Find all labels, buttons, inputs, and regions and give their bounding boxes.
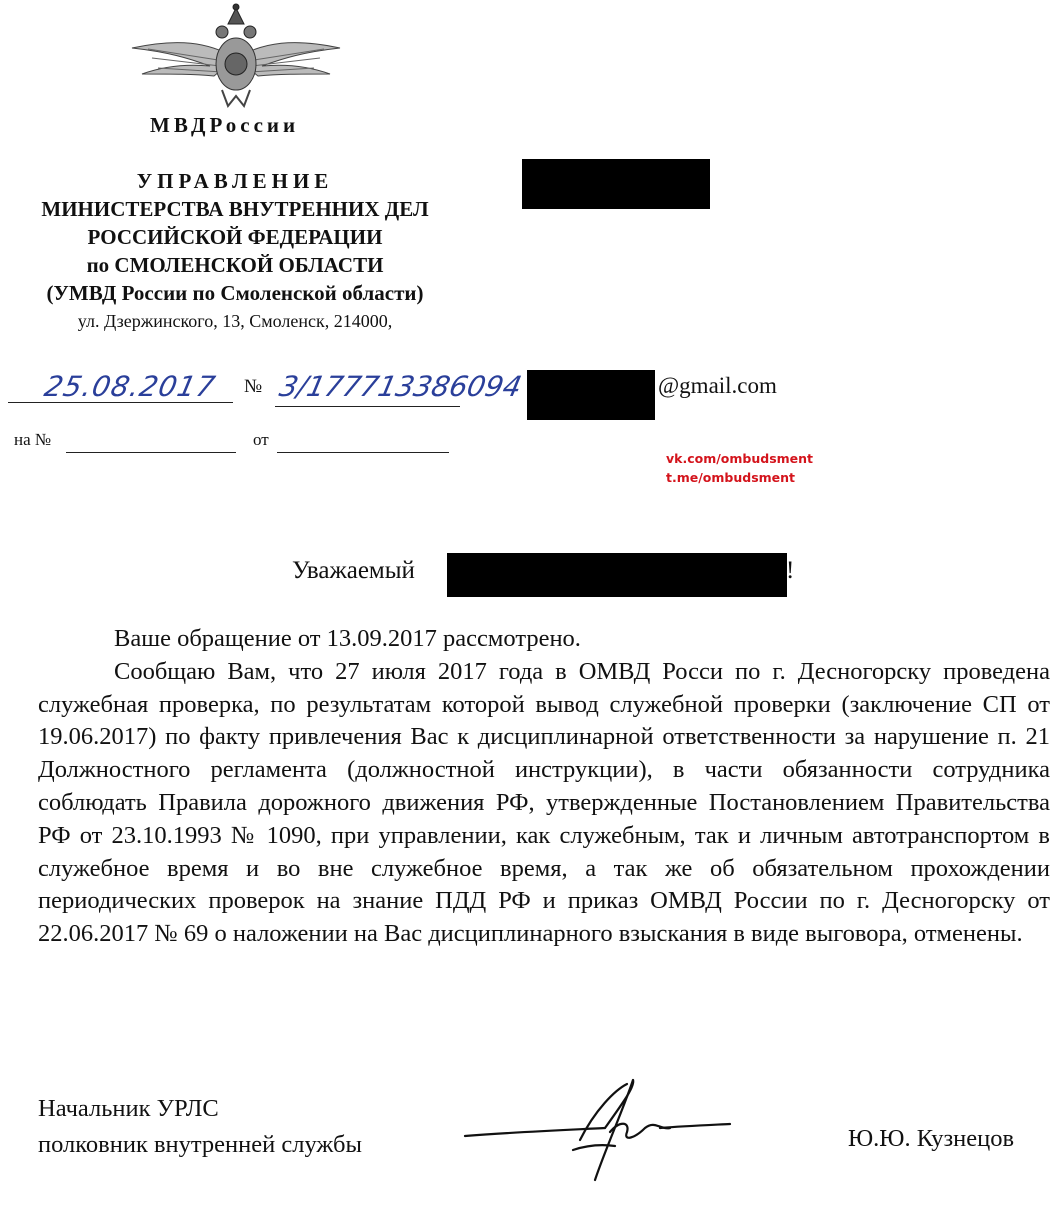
signer-position: [38, 1091, 362, 1163]
position-line-2: полковник внутренней службы: [38, 1131, 362, 1158]
letterhead-address: ул. Дзержинского, 13, Смоленск, 214000,: [77, 311, 393, 331]
letter-body: [38, 623, 1050, 951]
header-line-1: УПРАВЛЕНИЕ: [136, 169, 334, 193]
header-line-3: РОССИЙСКОЙ ФЕДЕРАЦИИ: [87, 225, 383, 249]
mvd-emblem-icon: [128, 2, 344, 110]
vk-link[interactable]: vk.com/ombudsment: [666, 451, 814, 466]
header-line-5: (УМВД России по Смоленской области): [46, 281, 424, 305]
recipient-email: @gmail.com: [658, 373, 777, 398]
reply-to-line: [66, 452, 236, 453]
body-paragraph-1: Ваше обращение от 13.09.2017 рассмотрено.: [114, 625, 581, 652]
handwritten-date: 25.08.2017: [41, 370, 219, 403]
greeting-salutation: Уважаемый: [292, 557, 415, 584]
date-underline: [8, 402, 233, 403]
body-paragraph-2: Сообщаю Вам, что 27 июля 2017 года в ОМВД Росси по г. Десногорску проведена служебная проверка, по результатам которой вывод служебной проверки (заключение СП от 19.06.2017) по факту привлечения Вас к дисциплинарной ответственности за нарушение п. 21 Должностного регламента (должностной инструкции), в части обязанности сотрудника соблюдать Правила дорожного движения РФ, утвержденные Постановлением Правительства РФ от 23.10.1993 № 1090, при управлении, как служебным, так и личным автотранспортом в служебное время и во вне служебное время, а так же об обязательном прохождении периодических проверок на знание ПДД РФ и приказ ОМВД России по г. Десногорску от 22.06.2017 № 69 о наложении на Вас дисциплинарного взыскания в виде выговора, отменены.: [38, 657, 1050, 948]
recipient-address-redaction: [522, 159, 710, 209]
handwritten-signature: [455, 1070, 735, 1195]
greeting-punctuation: !: [786, 557, 795, 584]
email-redaction: [527, 370, 655, 420]
handwritten-number: 3/177713386094: [276, 370, 525, 403]
header-line-4: по СМОЛЕНСКОЙ ОБЛАСТИ: [86, 253, 384, 277]
signer-name: Ю.Ю. Кузнецов: [848, 1125, 1015, 1152]
from-label: от: [253, 430, 269, 449]
reply-to-label: на №: [14, 430, 52, 449]
number-label: №: [244, 376, 263, 397]
header-line-2: МИНИСТЕРСТВА ВНУТРЕННИХ ДЕЛ: [41, 197, 429, 221]
watermark-links: [666, 449, 813, 487]
letterhead-header: [10, 167, 460, 335]
position-line-1: Начальник УРЛС: [38, 1095, 219, 1122]
number-underline: [275, 406, 460, 407]
telegram-link[interactable]: t.me/ombudsment: [666, 470, 796, 485]
agency-short-name: МВДРоссии: [150, 113, 300, 137]
from-line: [277, 452, 449, 453]
recipient-name-redaction: [447, 553, 787, 597]
